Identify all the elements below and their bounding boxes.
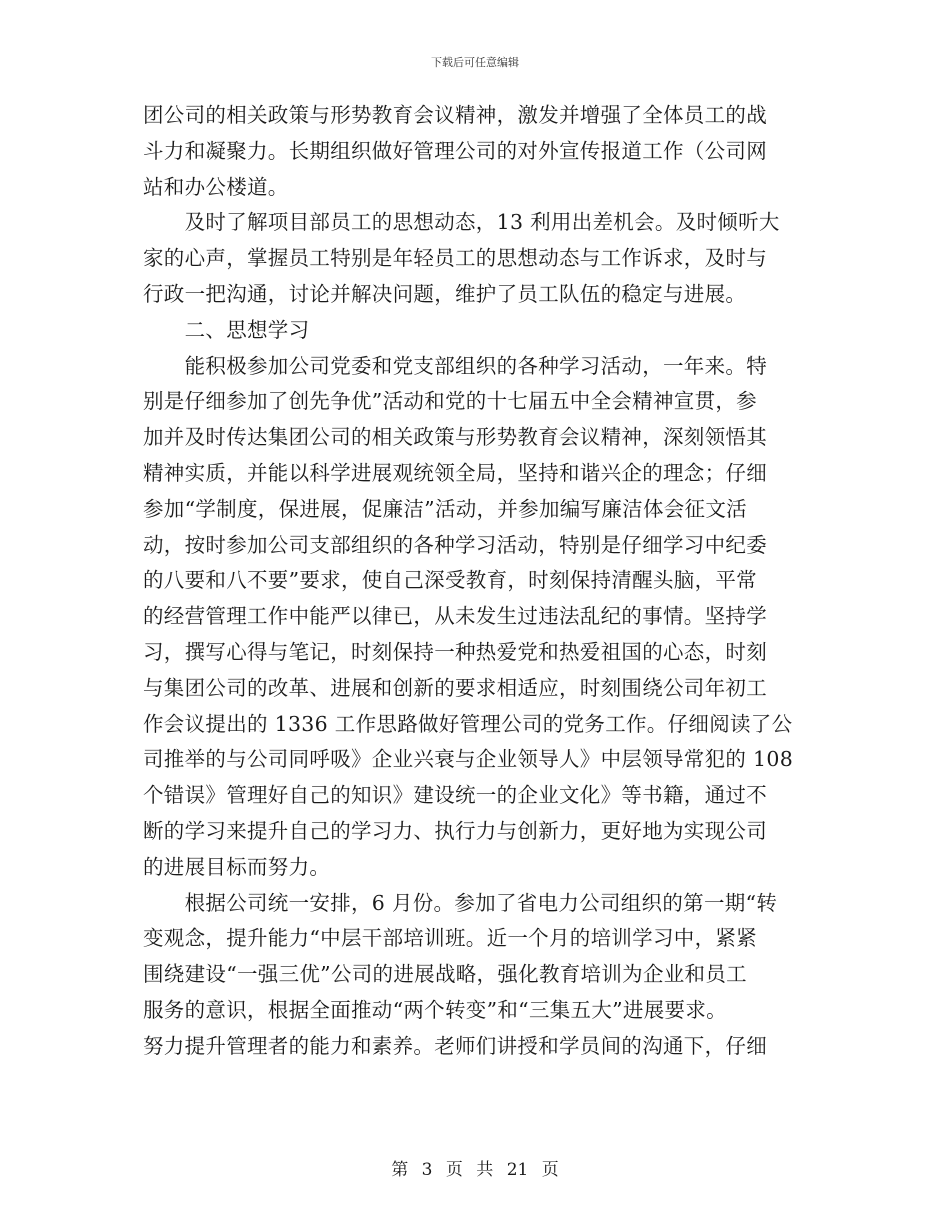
text-line: 站和办公楼道。 [143, 174, 289, 199]
text-line: 的进展目标而努力。 [143, 854, 331, 879]
text-line: 动，按时参加公司支部组织的各种学习活动，特别是仔细学习中纪委 [143, 532, 767, 557]
text-line: 根据公司统一安排，6 月份。参加了省电力公司组织的第一期“转 [143, 890, 778, 915]
text-line: 行政一把沟通，讨论并解决问题，维护了员工队伍的稳定与进展。 [143, 281, 747, 306]
text-line: 的八要和八不要”要求，使自己深受教育，时刻保持清醒头脑，平常 [143, 568, 757, 593]
text-line: 习，撰写心得与笔记，时刻保持一种热爱党和热爱祖国的心态，时刻 [143, 639, 767, 664]
text-line: 的经营管理工作中能严以律已，从未发生过违法乱纪的事情。坚持学 [143, 604, 767, 629]
text-line: 司推举的与公司同呼吸》企业兴衰与企业领导人》中层领导常犯的 108 [143, 747, 794, 772]
page-footer: 第 3 页 共 21 页 [391, 1160, 559, 1180]
text-line: 及时了解项目部员工的思想动态，13 利用出差机会。及时倾听大 [143, 210, 780, 235]
text-line: 能积极参加公司党委和党支部组织的各种学习活动，一年来。特 [143, 353, 767, 378]
document-body [143, 98, 803, 1065]
text-line: 精神实质，并能以科学进展观统领全局，坚持和谐兴企的理念；仔细 [143, 460, 767, 485]
text-line: 与集团公司的改革、进展和创新的要求相适应，时刻围绕公司年初工 [143, 675, 767, 700]
text-line: 参加“学制度，保进展，促廉洁”活动，并参加编写廉洁体会征文活 [143, 496, 747, 521]
text-line: 变观念，提升能力“中层干部培训班。近一个月的培训学习中，紧紧 [143, 926, 757, 951]
text-line: 断的学习来提升自己的学习力、执行力与创新力，更好地为实现公司 [143, 818, 767, 843]
text-line: 作会议提出的 1336 工作思路做好管理公司的党务工作。仔细阅读了公 [143, 711, 793, 736]
text-line: 二、思想学习 [143, 317, 310, 342]
text-line: 努力提升管理者的能力和素养。老师们讲授和学员间的沟通下，仔细 [143, 1033, 767, 1058]
text-line: 别是仔细参加了创先争优”活动和党的十七届五中全会精神宣贯，参 [143, 389, 757, 414]
text-line: 斗力和凝聚力。长期组织做好管理公司的对外宣传报道工作（公司网 [143, 138, 767, 163]
text-line: 服务的意识，根据全面推动“两个转变”和“三集五大”进展要求。 [143, 997, 727, 1022]
text-line: 家的心声，掌握员工特别是年轻员工的思想动态与工作诉求，及时与 [143, 246, 767, 271]
text-line: 加并及时传达集团公司的相关政策与形势教育会议精神，深刻领悟其 [143, 425, 767, 450]
text-line: 团公司的相关政策与形势教育会议精神，激发并增强了全体员工的战 [143, 103, 767, 127]
text-line: 个错误》管理好自己的知识》建设统一的企业文化》等书籍，通过不 [143, 783, 767, 808]
page-header: 下载后可任意编辑 [431, 56, 519, 69]
text-line: 围绕建设“一强三优”公司的进展战略，强化教育培训为企业和员工 [143, 962, 747, 987]
